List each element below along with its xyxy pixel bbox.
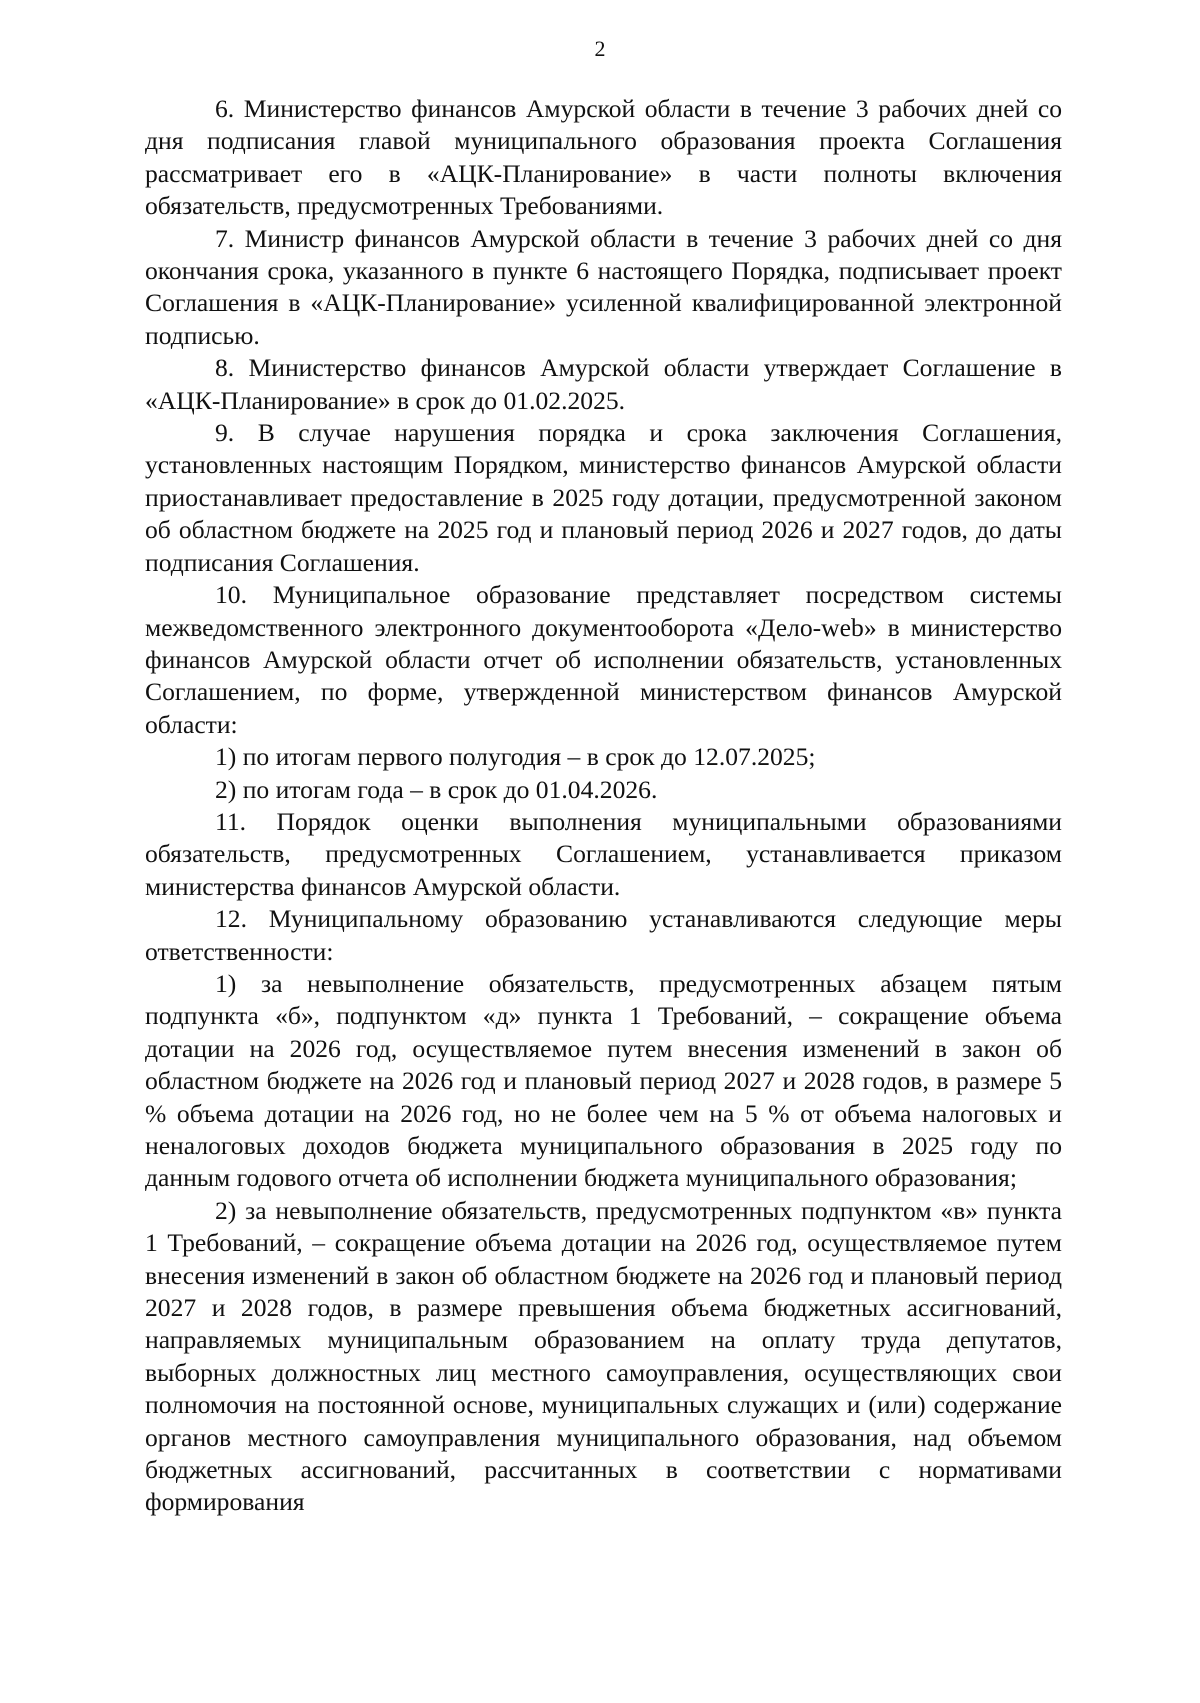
paragraph-item-6: 6. Министерство финансов Амурской области в течение 3 рабочих дней со дня подписания главой муниципального образования проекта Соглашения рассматривает его в «АЦК-Планирование» в части полноты включения обязательств, предусмотренных Требованиями. [145,94,1062,221]
subparagraph-12-2: 2) за невыполнение обязательств, предусмотренных подпунктом «в» пункта 1 Требований, – сокращение объема дотации на 2026 год, осуществляемое путем внесения изменений в закон об областном бюджете на 2026 год и плановый период 2027 и 2028 годов, в размере превышения объема бюджетных ассигнований, направляемых муниципальным образованием на оплату труда депутатов, выборных должностных лиц местного самоуправления, осуществляющих свои полномочия на постоянной основе, муниципальных служащих и (или) содержание органов местного самоуправления муниципального образования, над объемом бюджетных ассигнований, рассчитанных в соответствии с нормативами формирования [145,1195,1062,1517]
page-number: 2 [594,36,606,61]
paragraph-item-12: 12. Муниципальному образованию устанавливаются следующие меры ответственности: [145,904,1062,966]
document-body [145,93,1062,1519]
paragraph-item-7: 7. Министр финансов Амурской области в течение 3 рабочих дней со дня окончания срока, указанного в пункте 6 настоящего Порядка, подписывает проект Соглашения в «АЦК-Планирование» усиленной квалифицированной электронной подписью. [145,223,1062,350]
paragraph-item-10: 10. Муниципальное образование представляет посредством системы межведомственного электронного документооборота «Дело-web» в министерство финансов Амурской области отчет об исполнении обязательств, установленных Соглашением, по форме, утвержденной министерством финансов Амурской области: [145,580,1062,739]
subparagraph-10-2: 2) по итогам года – в срок до 01.04.2026. [215,774,658,804]
paragraph-item-11: 11. Порядок оценки выполнения муниципальными образованиями обязательств, предусмотренных Соглашением, устанавливается приказом министерства финансов Амурской области. [145,806,1062,901]
subparagraph-12-1: 1) за невыполнение обязательств, предусмотренных абзацем пятым подпункта «б», подпунктом «д» пункта 1 Требований, – сокращение объема дотации на 2026 год, осуществляемое путем внесения изменений в закон об областном бюджете на 2026 год и плановый период 2027 и 2028 годов, в размере 5 % объема дотации на 2026 год, но не более чем на 5 % от объема налоговых и неналоговых доходов бюджета муниципального образования в 2025 году по данным годового отчета об исполнении бюджета муниципального образования; [145,968,1062,1193]
subparagraph-10-1: 1) по итогам первого полугодия – в срок до 12.07.2025; [215,742,816,772]
paragraph-item-9: 9. В случае нарушения порядка и срока заключения Соглашения, установленных настоящим Порядком, министерство финансов Амурской области приостанавливает предоставление в 2025 году дотации, предусмотренной законом об областном бюджете на 2025 год и плановый период 2026 и 2027 годов, до даты подписания Соглашения. [145,418,1062,577]
paragraph-item-8: 8. Министерство финансов Амурской области утверждает Соглашение в «АЦК-Планирование» в срок до 01.02.2025. [145,353,1062,415]
